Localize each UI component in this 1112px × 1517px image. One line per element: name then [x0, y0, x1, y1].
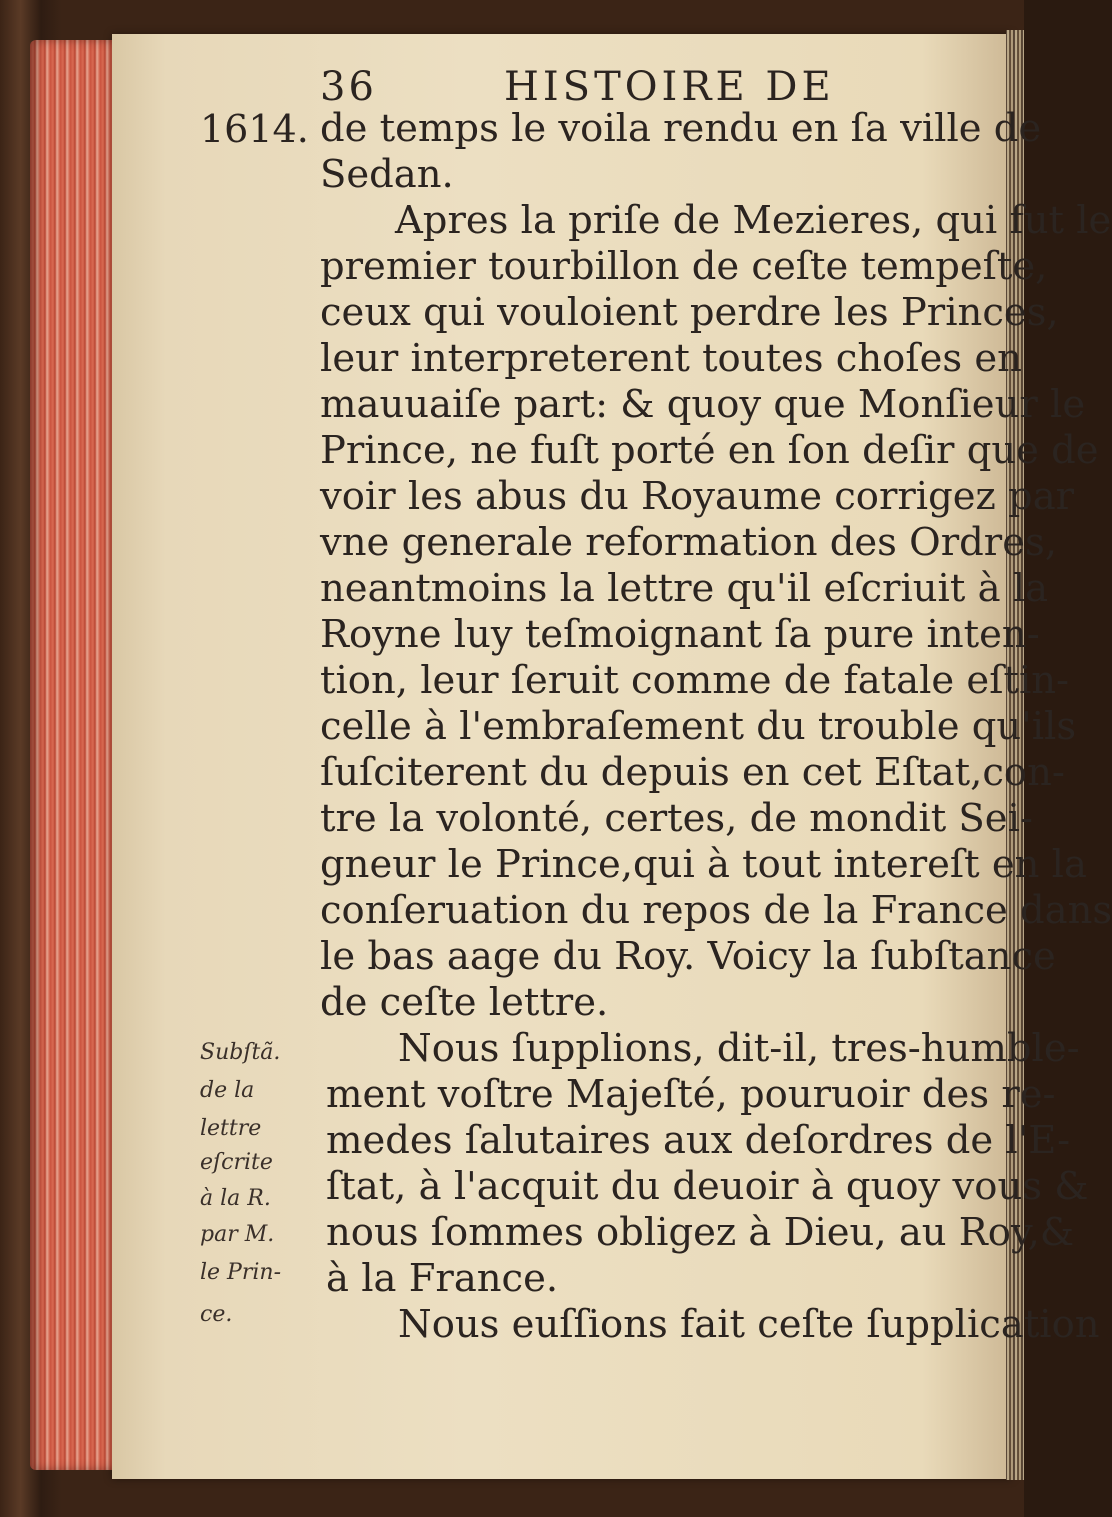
- text-line-20: de ceſte lettre.: [320, 980, 609, 1025]
- text-line-1: de temps le voila rendu en ſa ville de: [320, 106, 1042, 151]
- text-line-17: gneur le Prince,qui à tout intereſt en la: [320, 842, 1087, 887]
- text-line-10: vne generale reformation des Ordres,: [320, 520, 1057, 565]
- text-line-2: Sedan.: [320, 152, 454, 197]
- text-line-5: ceux qui vouloient perdre les Princes,: [320, 290, 1059, 335]
- text-line-9: voir les abus du Royaume corrigez par: [320, 474, 1075, 519]
- text-line-16: tre la volonté, certes, de mondit Sei-: [320, 796, 1033, 841]
- running-header: [320, 64, 880, 110]
- text-line-12: Royne luy teſmoignant ſa pure inten-: [320, 612, 1040, 657]
- margin-note-line: Subſtã.: [200, 1040, 281, 1065]
- margin-note-line: de la: [200, 1078, 255, 1103]
- text-line-11: neantmoins la lettre qu'il eſcriuit à la: [320, 566, 1049, 611]
- text-line-8: Prince, ne fuſt porté en ſon deſir que de: [320, 428, 1099, 473]
- text-line-14: celle à l'embraſement du trouble qu'ils: [320, 704, 1077, 749]
- text-line-22: ment voſtre Majeſté, pouruoir des re-: [326, 1072, 1056, 1117]
- text-line-15: ſuſciterent du depuis en cet Eſtat,con-: [320, 750, 1065, 795]
- text-line-24: ſtat, à l'acquit du deuoir à quoy vous &: [326, 1164, 1089, 1209]
- text-line-19: le bas aage du Roy. Voicy la ſubſtance: [320, 934, 1056, 979]
- text-line-21: Nous ſupplions, dit-il, tres-humble-: [398, 1026, 1080, 1071]
- margin-note-line: lettre: [200, 1116, 262, 1141]
- text-line-18: conſeruation du repos de la France dans: [320, 888, 1112, 933]
- margin-note-line: à la R.: [200, 1186, 271, 1211]
- text-line-25: nous ſommes obligez à Dieu, au Roy,&: [326, 1210, 1075, 1255]
- text-line-26: à la France.: [326, 1256, 559, 1301]
- margin-note-line: eſcrite: [200, 1150, 273, 1175]
- text-line-7: mauuaiſe part: & quoy que Monſieur le: [320, 382, 1086, 427]
- margin-note-line: le Prin-: [200, 1260, 282, 1285]
- running-title: HISTOIRE DE: [504, 64, 835, 110]
- text-line-27: Nous euſſions fait ceſte ſupplication: [398, 1302, 1100, 1347]
- margin-note-line: par M.: [200, 1222, 275, 1247]
- text-line-6: leur interpreterent toutes choſes en: [320, 336, 1022, 381]
- text-line-13: tion, leur ſeruit comme de fatale eſtin-: [320, 658, 1070, 703]
- margin-note-line: ce.: [200, 1302, 233, 1327]
- text-line-4: premier tourbillon de ceſte tempeſte,: [320, 244, 1048, 289]
- text-line-3: Apres la priſe de Mezieres, qui fut le: [395, 198, 1112, 243]
- page-number: 36: [320, 64, 377, 110]
- margin-year: 1614.: [200, 107, 309, 151]
- text-line-23: medes ſalutaires aux deſordres de l'E-: [326, 1118, 1071, 1163]
